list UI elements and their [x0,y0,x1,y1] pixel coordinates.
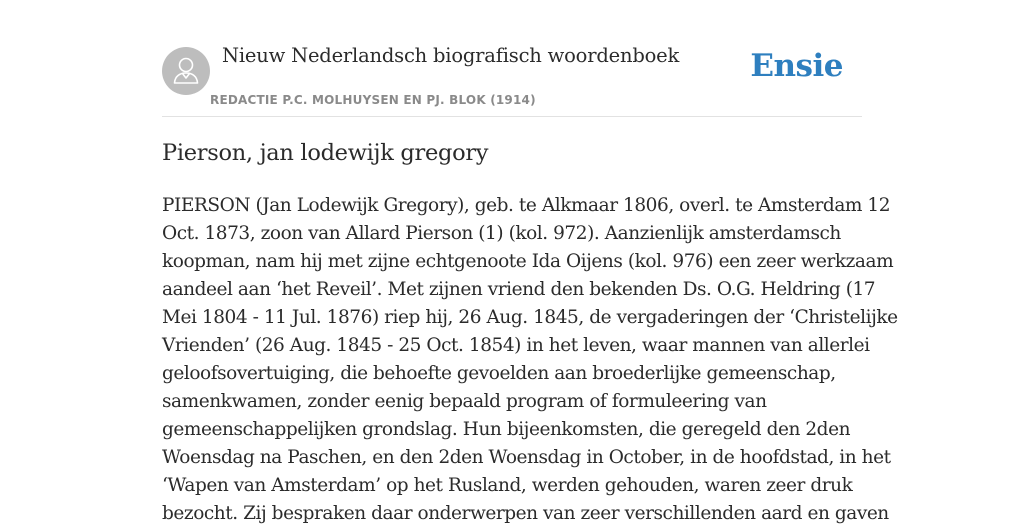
source-header [162,0,862,117]
article-text-line: samenkwamen, zonder eenig bepaald program of formuleering van [162,391,767,412]
article-text-line: PIERSON (Jan Lodewijk Gregory), geb. te Alkmaar 1806, overl. te Amsterdam 12 [162,195,891,216]
article-text-line: Woensdag na Paschen, en den 2den Woensdag in October, in de hoofdstad, in het [162,447,891,468]
article-text-line: geloofsovertuiging, die behoefte gevoelden aan broederlijke gemeenschap, [162,363,836,384]
article-text-line: gemeenschappelijken grondslag. Hun bijeenkomsten, die geregeld den 2den [162,419,851,440]
article-text-line: Mei 1804 - 11 Jul. 1876) riep hij, 26 Aug. 1845, de vergaderingen der ‘Christelijke [162,307,898,328]
article-text-line: Vrienden’ (26 Aug. 1845 - 25 Oct. 1854) in het leven, waar mannen van allerlei [162,335,870,356]
source-title: Nieuw Nederlandsch biografisch woordenboek [222,44,680,67]
article-text-line: bezocht. Zij bespraken daar onderwerpen van zeer verschillenden aard en gaven [162,503,889,524]
source-editors: REDACTIE P.C. MOLHUYSEN EN PJ. BLOK (1914) [210,93,536,107]
article-body [162,192,898,528]
page [162,0,898,524]
article-text-line: aandeel aan ‘het Reveil’. Met zijnen vriend den bekenden Ds. O.G. Heldring (17 [162,279,876,300]
article-text-line: ‘Wapen van Amsterdam’ op het Rusland, werden gehouden, waren zeer druk [162,475,853,496]
article-text-line: koopman, nam hij met zijne echtgenoote Ida Oijens (kol. 976) een zeer werkzaam [162,251,894,272]
article-text-line: Oct. 1873, zoon van Allard Pierson (1) (kol. 972). Aanzienlijk amsterdamsch [162,223,841,244]
brand-logo-link[interactable]: Ensie [750,48,843,84]
user-avatar-icon [162,47,210,95]
article-title: Pierson, jan lodewijk gregory [162,140,489,166]
